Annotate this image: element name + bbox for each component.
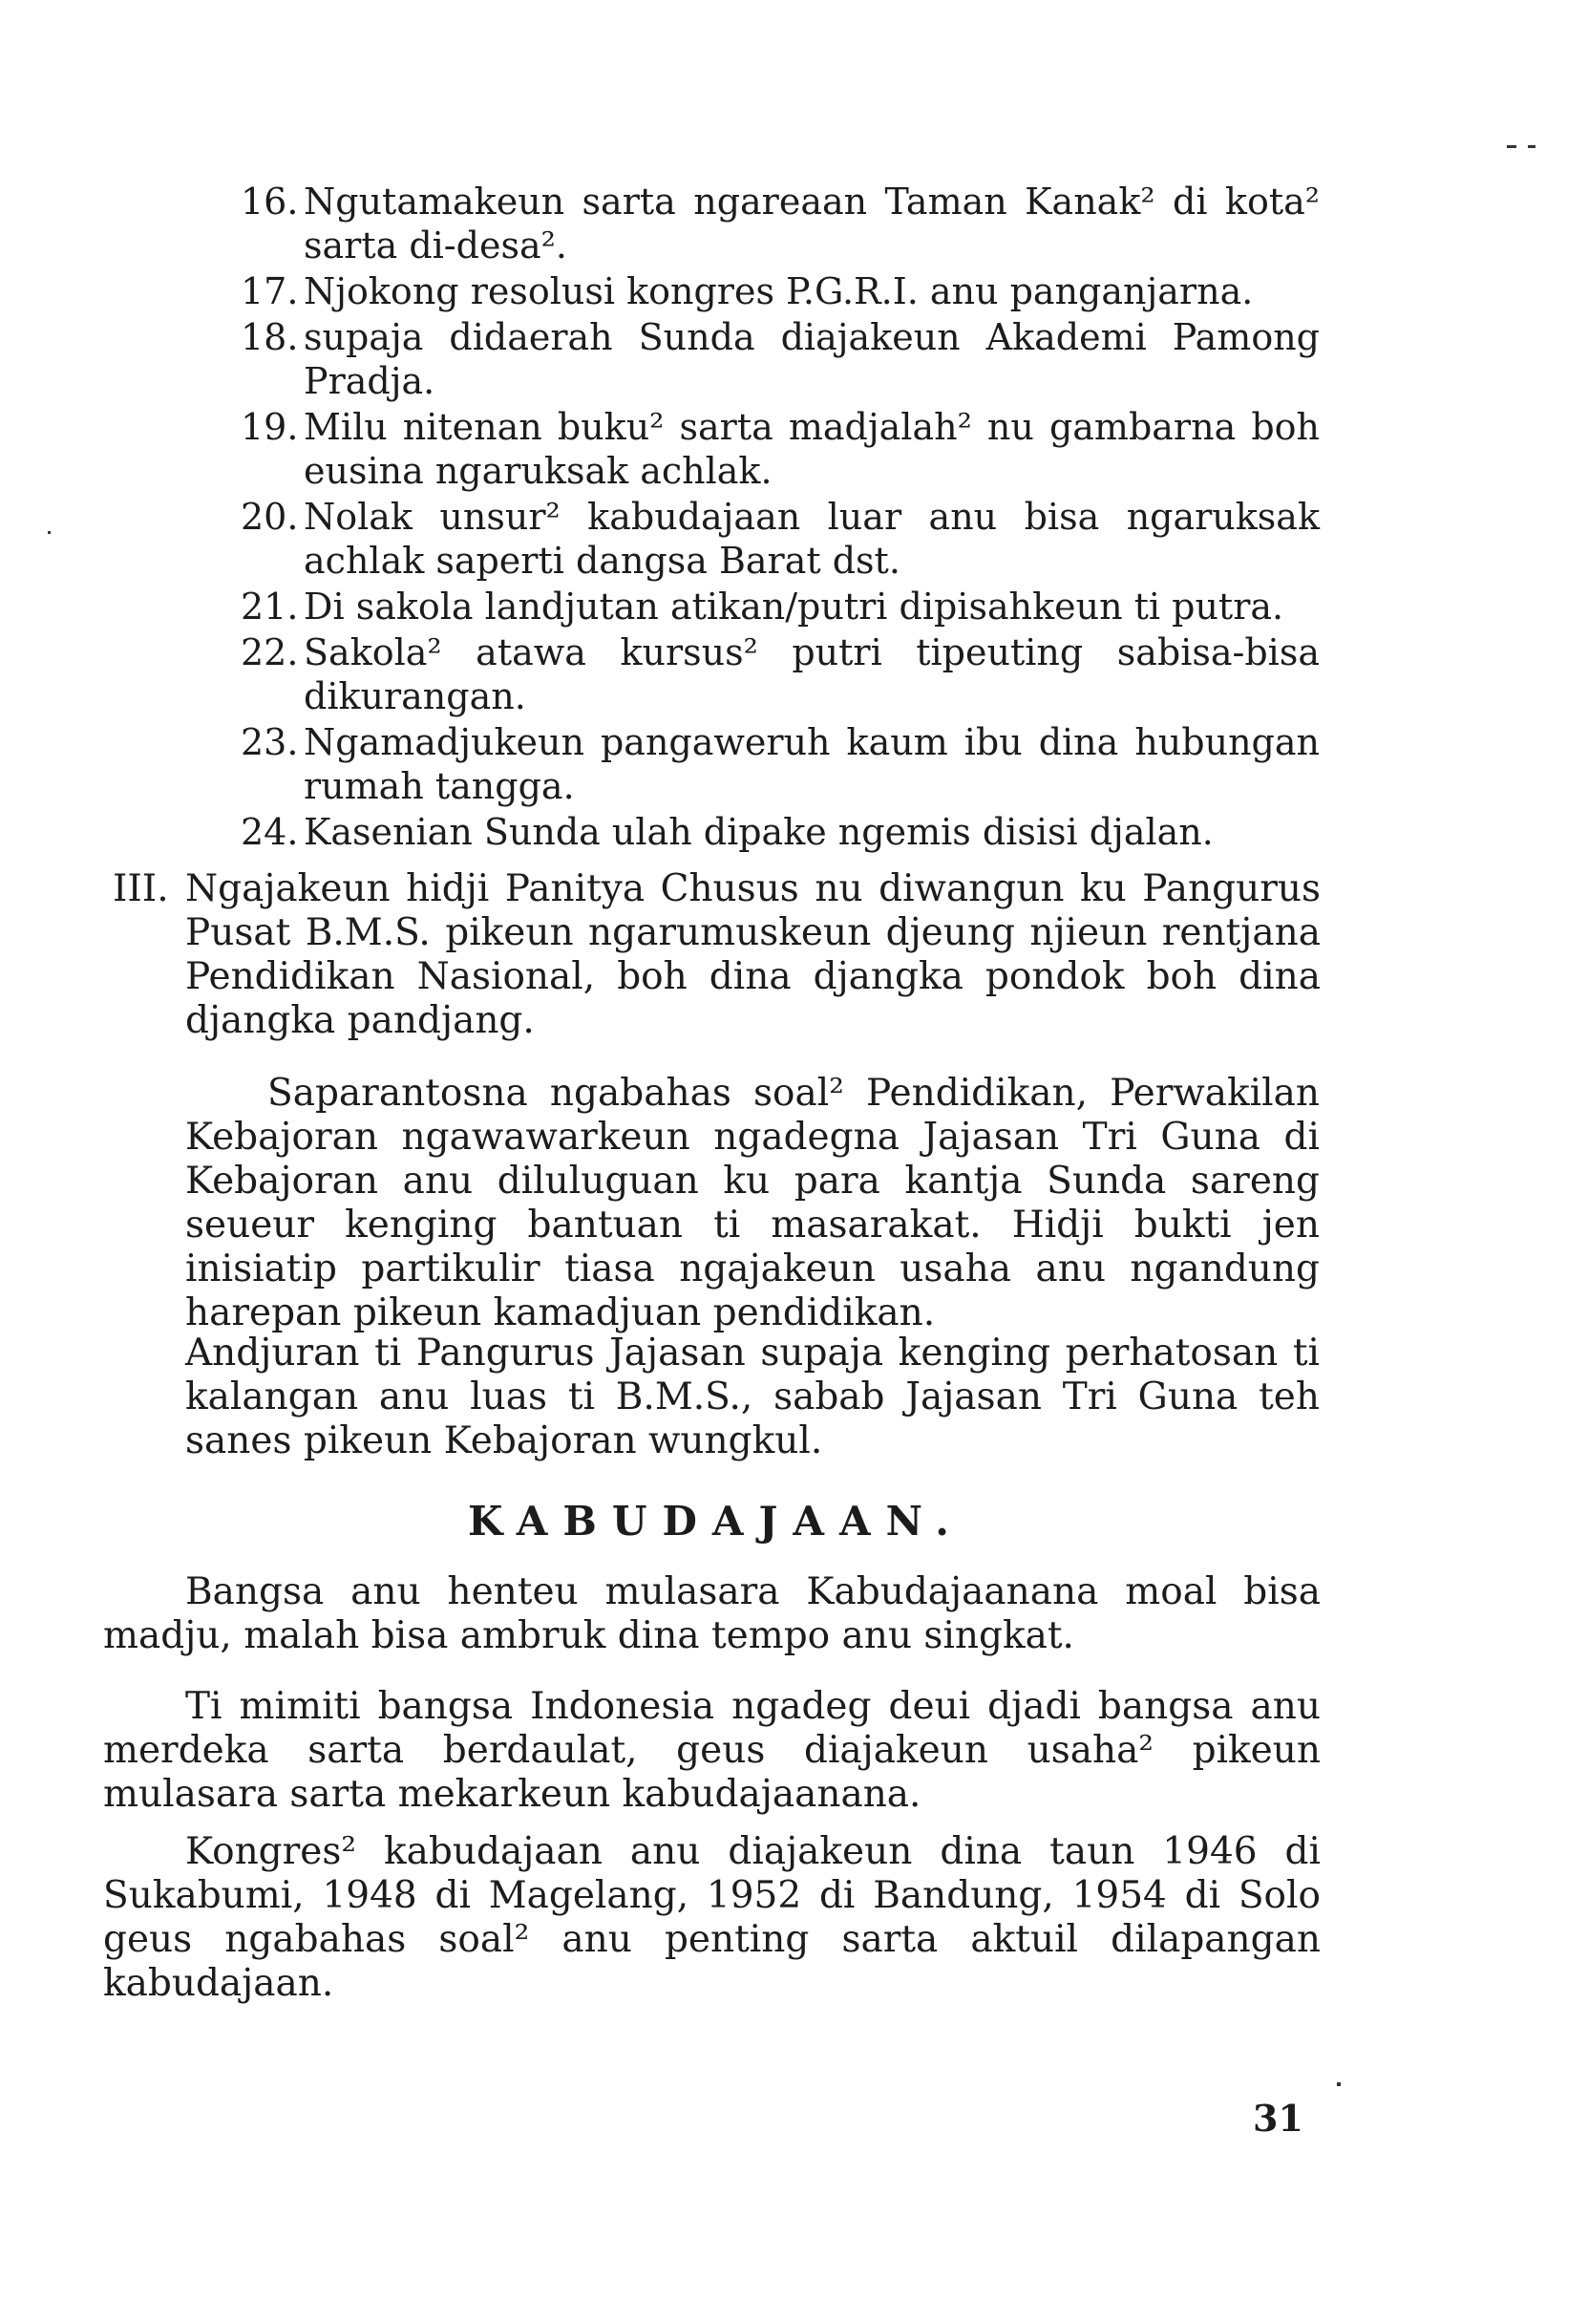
list-item-text: Nolak unsur² kabudajaan luar anu bisa ngaruksak achlak saperti dangsa Barat dst. (304, 496, 1320, 582)
list-item-number: 17. (241, 270, 299, 312)
section-three (113, 867, 1321, 1043)
list-item-text: Ngutamakeun sarta ngareaan Taman Kanak² di kota² sarta di-desa². (304, 181, 1320, 267)
scan-mark (1507, 145, 1516, 148)
paragraph-bangsa: Bangsa anu henteu mulasara Kabudajaanana moal bisa madju, malah bisa ambruk dina tempo anu singkat. (103, 1570, 1321, 1657)
list-item-number: 16. (241, 181, 299, 223)
list-item-number: 23. (241, 721, 299, 763)
section-number: III. (113, 867, 169, 910)
list-item (241, 405, 1320, 493)
list-item-text: Ngamadjukeun pangaweruh kaum ibu dina hubungan rumah tangga. (304, 721, 1320, 807)
paragraph-andjuran: Andjuran ti Pangurus Jajasan supaja kenging perhatosan ti kalangan anu luas ti B.M.S., sabab Jajasan Tri Guna teh sanes pikeun Kebajoran wungkul. (185, 1332, 1320, 1462)
paragraph-mimiti: Ti mimiti bangsa Indonesia ngadeg deui djadi bangsa anu merdeka sarta berdaulat, geus diajakeun usaha² pikeun mulasara sarta mekarkeun kabudajaanana. (103, 1685, 1321, 1816)
list-item-number: 22. (241, 631, 299, 673)
paragraph-kongres: Kongres² kabudajaan anu diajakeun dina taun 1946 di Sukabumi, 1948 di Magelang, 1952 di Bandung, 1954 di Solo geus ngabahas soal² anu penting sarta aktuil dilapangan kabudajaan. (103, 1830, 1321, 2005)
page-number: 31 (1253, 2097, 1303, 2140)
list-item-number: 21. (241, 586, 299, 628)
list-item-text: Sakola² atawa kursus² putri tipeuting sabisa-bisa dikurangan. (304, 631, 1320, 717)
list-item-text: Kasenian Sunda ulah dipake ngemis disisi djalan. (304, 811, 1214, 853)
list-item-number: 18. (241, 316, 299, 358)
section-text: Ngajakeun hidji Panitya Chusus nu diwangun ku Pangurus Pusat B.M.S. pikeun ngarumuskeun djeung njieun rentjana Pendidikan Nasional, boh dina djangka pondok boh dina djangka pandjang. (185, 867, 1321, 1042)
list-item-text: Di sakola landjutan atikan/putri dipisahkeun ti putra. (304, 586, 1284, 628)
list-item (241, 810, 1320, 854)
section-heading: KABUDAJAAN. (468, 1498, 964, 1545)
list-item (241, 630, 1320, 718)
list-item (241, 269, 1320, 313)
list-item (241, 315, 1320, 403)
list-item (241, 495, 1320, 583)
list-item-number: 20. (241, 496, 299, 538)
list-item-number: 19. (241, 406, 299, 448)
list-item-number: 24. (241, 811, 299, 853)
list-item-text: supaja didaerah Sunda diajakeun Akademi Pamong Pradja. (304, 316, 1320, 402)
scan-mark (48, 531, 51, 534)
scan-mark (1337, 2082, 1341, 2086)
list-item (241, 720, 1320, 808)
scan-mark (1528, 145, 1535, 148)
list-item (241, 585, 1320, 629)
numbered-list (241, 180, 1320, 856)
list-item-text: Milu nitenan buku² sarta madjalah² nu gambarna boh eusina ngaruksak achlak. (304, 406, 1320, 492)
list-item-text: Njokong resolusi kongres P.G.R.I. anu panganjarna. (304, 270, 1254, 312)
list-item (241, 180, 1320, 267)
paragraph-kebajoran: Saparantosna ngabahas soal² Pendidikan, Perwakilan Kebajoran ngawawarkeun ngadegna Jajasan Tri Guna di Kebajoran anu diluluguan ku para kantja Sunda sareng seueur kenging bantuan ti masarakat. Hidji bukti jen inisiatip partikulir tiasa ngajakeun usaha anu ngandung harepan pikeun kamadjuan pendidikan. (185, 1072, 1320, 1334)
